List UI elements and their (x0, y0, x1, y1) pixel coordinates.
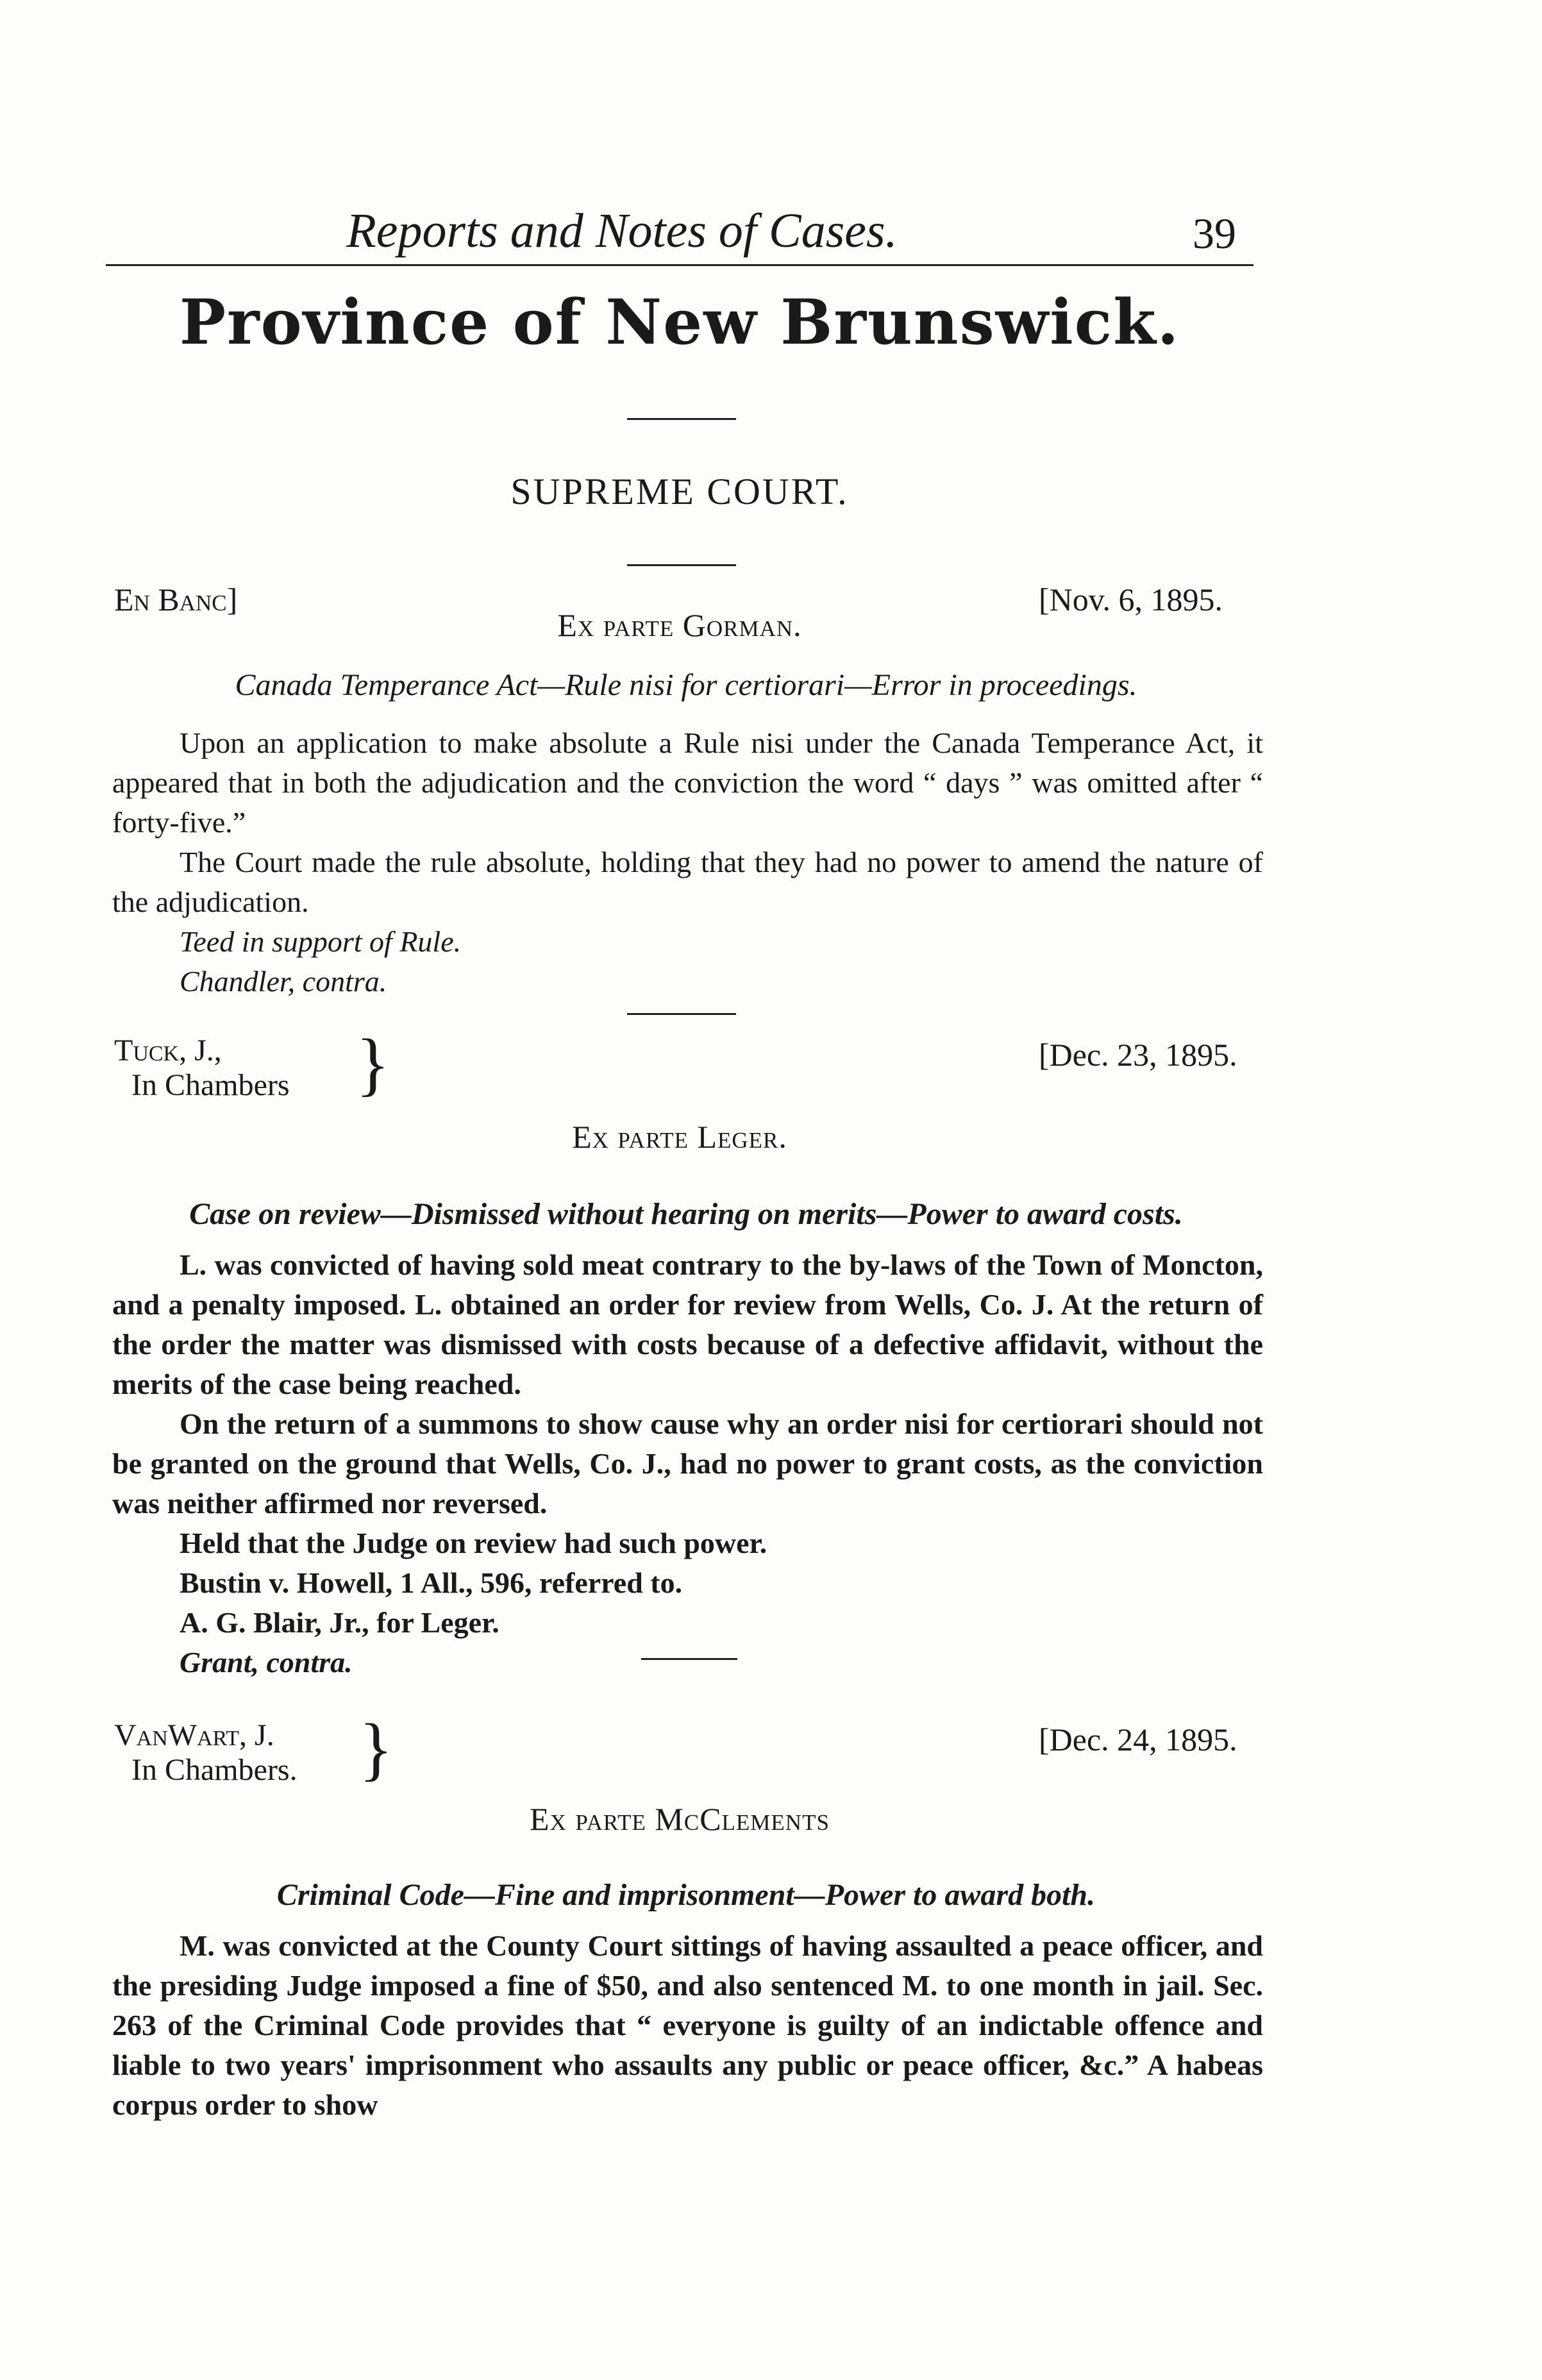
case-date: [Nov. 6, 1895. (1039, 582, 1223, 617)
case-topic: Canada Temperance Act—Rule nisi for certiorari—Error in proceedings. (235, 668, 1137, 702)
brace-icon: } (356, 1025, 390, 1103)
province-title: Province of New Brunswick. (179, 286, 1180, 358)
page-number: 39 (1193, 209, 1236, 258)
case-title: Ex parte Leger. (572, 1119, 787, 1155)
running-title: Reports and Notes of Cases. (346, 204, 898, 258)
counsel-line: Teed in support of Rule. (180, 925, 462, 958)
case-paragraph: The Court made the rule absolute, holding that they had no power to amend the nature of the adjudication. (112, 846, 1263, 918)
header-rule (106, 264, 1253, 266)
case-paragraph: Upon an application to make absolute a Rule nisi under the Canada Temperance Act, it appeared that in both the adjudication and the conviction the word “ days ” was omitted after “ forty-five.” (112, 726, 1263, 839)
counsel-line: Chandler, contra. (180, 965, 387, 998)
judge-chambers: In Chambers (131, 1068, 290, 1102)
case-paragraph: On the return of a summons to show cause why an order nisi for certiorari should not be granted on the ground that Wells, Co. J., had no power to grant costs, as the conviction was neither affirmed nor reversed. (112, 1407, 1263, 1520)
divider-rule (627, 1013, 736, 1015)
counsel-line: Grant, contra. (180, 1646, 353, 1679)
judge-chambers: In Chambers. (131, 1753, 298, 1787)
divider-rule (641, 1658, 737, 1660)
divider-rule (627, 564, 736, 566)
brace-icon: } (359, 1709, 393, 1788)
case-topic: Criminal Code—Fine and imprisonment—Power to award both. (276, 1878, 1096, 1912)
court-heading: SUPREME COURT. (510, 471, 849, 512)
case-title: Ex parte McClements (530, 1801, 830, 1837)
case-date: [Dec. 24, 1895. (1039, 1722, 1237, 1757)
divider-rule (627, 418, 736, 420)
bench-label: En Banc] (114, 582, 238, 617)
judge-name: Tuck, J., (114, 1034, 222, 1068)
judge-name: VanWart, J. (114, 1718, 274, 1752)
case-topic: Case on review—Dismissed without hearing on merits—Power to award costs. (189, 1197, 1183, 1231)
case-paragraph: L. was convicted of having sold meat contrary to the by-laws of the Town of Moncton, and a penalty imposed. L. obtained an order for review from Wells, Co. J. At the return of the order the matter was dismissed with costs because of a defective affidavit, without the merits of the case being reached. (112, 1248, 1263, 1400)
citation-line: Bustin v. Howell, 1 All., 596, referred to. (180, 1566, 683, 1599)
case-date: [Dec. 23, 1895. (1039, 1037, 1237, 1073)
holding-line: Held that the Judge on review had such power. (180, 1527, 767, 1559)
case-title: Ex parte Gorman. (557, 607, 802, 643)
counsel-line: A. G. Blair, Jr., for Leger. (180, 1606, 499, 1639)
case-paragraph: M. was convicted at the County Court sittings of having assaulted a peace officer, and the presiding Judge imposed a fine of $50, and also sentenced M. to one month in jail. Sec. 263 of the Criminal Code provides that “ everyone is guilty of an indictable offence and liable to two years' imprisonment who assaults any public or peace officer, &c.” A habeas corpus order to show (112, 1929, 1263, 2121)
